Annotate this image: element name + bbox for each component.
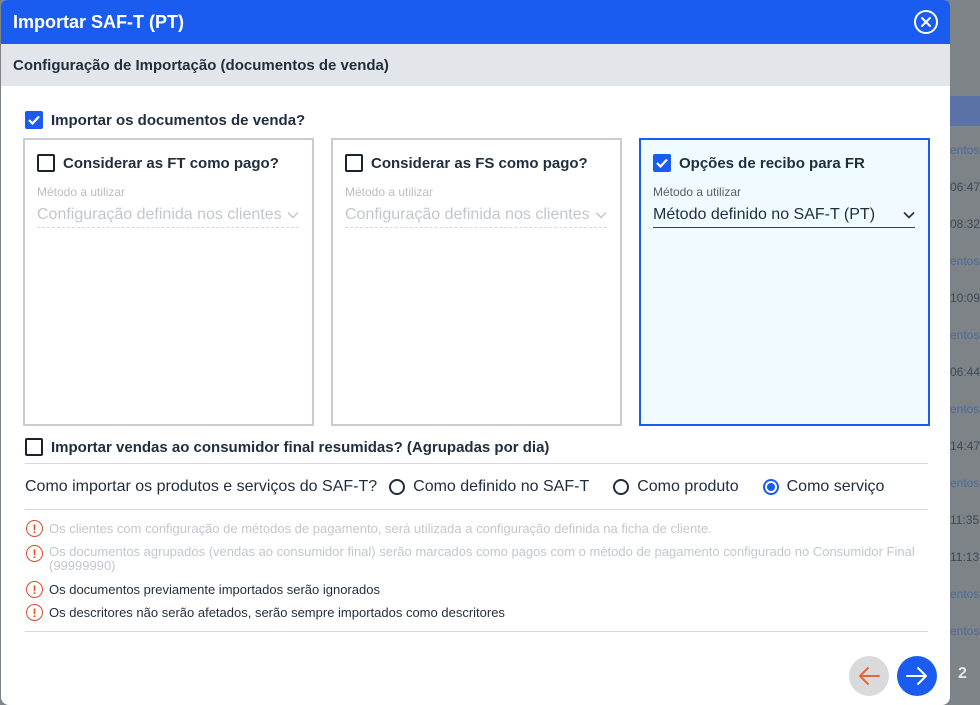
radio-button[interactable] — [763, 479, 779, 495]
import-sales-checkbox-row[interactable] — [25, 111, 305, 129]
method-field-label: Método a utilizar — [653, 185, 742, 199]
fs-method-value: Configuração definida nos clientes — [345, 205, 590, 223]
radio-as-product[interactable] — [613, 478, 738, 496]
chevron-down-icon — [287, 206, 299, 224]
info-note — [26, 604, 916, 621]
background-cell: 14:47 — [950, 439, 980, 453]
fs-paid-label: Considerar as FS como pago? — [371, 154, 588, 172]
background-cell: entos — [950, 328, 980, 342]
background-cell: 10:09 — [950, 291, 980, 305]
radio-as-service[interactable] — [763, 478, 885, 496]
divider — [25, 631, 928, 632]
background-cell: entos — [950, 254, 980, 268]
background-page-number[interactable]: 2 — [958, 665, 967, 682]
close-icon[interactable] — [914, 10, 938, 34]
method-field-label: Método a utilizar — [37, 185, 126, 199]
fr-receipt-checkbox-row[interactable] — [653, 154, 865, 172]
ft-paid-checkbox-row[interactable] — [37, 154, 279, 172]
method-field-label: Método a utilizar — [345, 185, 434, 199]
import-sales-label: Importar os documentos de venda? — [51, 111, 306, 129]
fs-method-select[interactable] — [345, 202, 607, 228]
summarized-sales-label: Importar vendas ao consumidor final resumidas? (Agrupadas por dia) — [51, 438, 550, 456]
fr-method-select[interactable] — [653, 202, 915, 228]
exclamation-circle-icon: ! — [26, 581, 43, 598]
summarized-sales-checkbox-row[interactable] — [25, 438, 549, 456]
radio-label: Como produto — [637, 478, 739, 495]
radio-button[interactable] — [389, 479, 405, 495]
chevron-down-icon — [595, 206, 607, 224]
next-button[interactable] — [897, 656, 937, 696]
background-cell: entos — [950, 476, 980, 490]
product-import-radio-group — [25, 477, 908, 497]
chevron-down-icon — [903, 206, 915, 224]
ft-paid-label: Considerar as FT como pago? — [63, 154, 279, 172]
fr-receipt-panel — [639, 138, 930, 426]
summarized-sales-checkbox[interactable] — [25, 438, 43, 456]
radio-as-defined[interactable] — [389, 478, 589, 496]
fs-paid-checkbox[interactable] — [345, 154, 363, 172]
background-cell: entos — [950, 624, 980, 638]
products-question: Como importar os produtos e serviços do SAF-T? — [25, 478, 378, 495]
dialog-title: Importar SAF-T (PT) — [13, 11, 184, 32]
import-saft-dialog — [1, 0, 950, 705]
background-cell: 06:47 — [950, 180, 980, 194]
note-text: Os documentos previamente importados serão ignorados — [49, 582, 380, 597]
exclamation-circle-icon: ! — [26, 604, 43, 621]
background-cell: 08:32 — [950, 217, 980, 231]
fr-method-value: Método definido no SAF-T (PT) — [653, 205, 876, 223]
ft-method-value: Configuração definida nos clientes — [37, 205, 282, 223]
checkmark-icon[interactable] — [653, 154, 671, 172]
fr-receipt-label: Opções de recibo para FR — [679, 154, 865, 172]
ft-paid-panel — [23, 138, 314, 426]
arrow-right-icon — [905, 666, 929, 686]
ft-method-select[interactable] — [37, 202, 299, 228]
radio-button[interactable] — [613, 479, 629, 495]
note-text: Os descritores não serão afetados, serão sempre importados como descritores — [49, 605, 505, 620]
checkmark-icon[interactable] — [25, 111, 43, 129]
exclamation-circle-icon: ! — [26, 545, 43, 562]
note-text: Os documentos agrupados (vendas ao consumidor final) serão marcados como pagos com o método de pagamento configurado no Consumidor Final (99999990) — [49, 544, 915, 573]
background-cell: 06:44 — [950, 365, 980, 379]
previous-button[interactable] — [849, 656, 889, 696]
arrow-left-icon — [857, 666, 881, 686]
radio-label: Como definido no SAF-T — [413, 478, 590, 495]
note-text: Os clientes com configuração de métodos de pagamento, será utilizada a configuração definida na ficha de cliente. — [49, 521, 712, 536]
background-header-strip — [950, 96, 980, 126]
fs-paid-panel — [331, 138, 622, 426]
info-note — [26, 520, 916, 537]
background-cell: 11:35 — [950, 513, 980, 527]
radio-label: Como serviço — [786, 478, 885, 495]
background-cell: entos — [950, 143, 980, 157]
background-cell: 11:13 — [950, 550, 980, 564]
background-cell: entos — [950, 587, 980, 601]
ft-paid-checkbox[interactable] — [37, 154, 55, 172]
info-note — [26, 545, 916, 573]
background-cell: entos — [950, 402, 980, 416]
info-note — [26, 581, 916, 598]
dialog-subheader — [1, 44, 950, 86]
exclamation-circle-icon: ! — [26, 520, 43, 537]
fs-paid-checkbox-row[interactable] — [345, 154, 588, 172]
divider — [25, 463, 928, 464]
section-title: Configuração de Importação (documentos de venda) — [13, 56, 389, 74]
divider — [25, 509, 928, 510]
dialog-header — [1, 0, 950, 44]
